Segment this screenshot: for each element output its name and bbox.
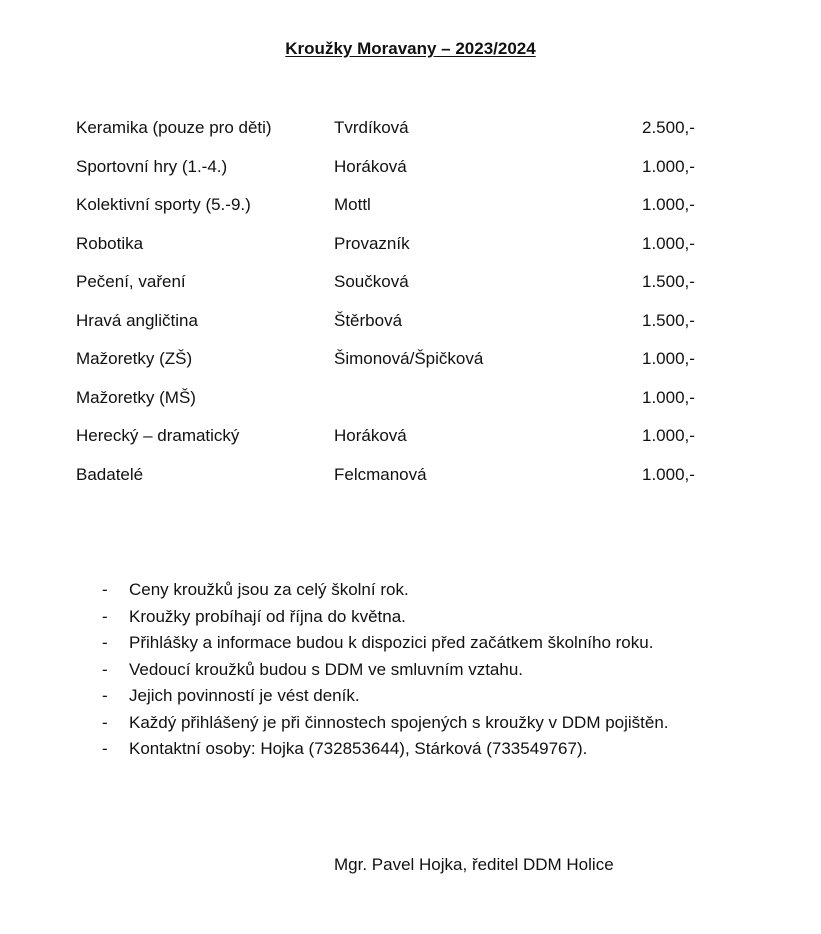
list-item bbox=[102, 604, 669, 631]
dash-bullet-icon: - bbox=[102, 739, 108, 758]
club-price: 1.500,- bbox=[642, 310, 695, 330]
club-name: Kolektivní sporty (5.-9.) bbox=[76, 195, 251, 214]
club-price: 1.000,- bbox=[642, 233, 695, 253]
dash-bullet-icon: - bbox=[102, 686, 108, 705]
club-row bbox=[76, 422, 716, 461]
document-title: Kroužky Moravany – 2023/2024 bbox=[285, 39, 536, 58]
club-row bbox=[76, 461, 716, 500]
club-row bbox=[76, 114, 716, 153]
note-text: Přihlášky a informace budou k dispozici před začátkem školního roku. bbox=[129, 633, 654, 652]
club-leader: Mottl bbox=[334, 195, 371, 214]
club-price: 1.000,- bbox=[642, 195, 695, 214]
club-row bbox=[76, 345, 716, 384]
club-name: Keramika (pouze pro děti) bbox=[76, 118, 272, 137]
club-leader: Horáková bbox=[334, 426, 407, 445]
club-name: Mažoretky (MŠ) bbox=[76, 387, 196, 407]
note-text: Vedoucí kroužků budou s DDM ve smluvním vztahu. bbox=[129, 659, 524, 679]
club-name: Badatelé bbox=[76, 464, 144, 484]
note-text: Kroužky probíhají od října do května. bbox=[129, 606, 406, 626]
club-name: Mažoretky (ZŠ) bbox=[76, 349, 193, 368]
club-row bbox=[76, 307, 716, 346]
club-row bbox=[76, 191, 716, 230]
club-price: 2.500,- bbox=[642, 118, 695, 137]
list-item bbox=[102, 736, 669, 763]
list-item bbox=[102, 577, 669, 604]
club-leader: Šimonová/Špičková bbox=[334, 349, 484, 368]
club-price: 1.000,- bbox=[642, 387, 695, 407]
club-price: 1.500,- bbox=[642, 272, 695, 291]
club-leader: Felcmanová bbox=[334, 464, 427, 484]
club-row bbox=[76, 230, 716, 269]
dash-bullet-icon: - bbox=[102, 633, 108, 652]
club-price: 1.000,- bbox=[642, 156, 695, 176]
club-leader: Horáková bbox=[334, 156, 407, 176]
dash-bullet-icon: - bbox=[102, 659, 108, 679]
club-name: Robotika bbox=[76, 233, 144, 253]
clubs-table bbox=[76, 114, 716, 499]
club-leader: Tvrdíková bbox=[334, 118, 409, 137]
club-name: Sportovní hry (1.-4.) bbox=[76, 156, 228, 176]
note-text: Jejich povinností je vést deník. bbox=[129, 686, 360, 705]
note-text: Kontaktní osoby: Hojka (732853644), Stárková (733549767). bbox=[129, 739, 588, 758]
list-item bbox=[102, 657, 669, 684]
club-price: 1.000,- bbox=[642, 349, 695, 368]
club-leader: Součková bbox=[334, 272, 409, 291]
dash-bullet-icon: - bbox=[102, 580, 108, 599]
club-price: 1.000,- bbox=[642, 426, 695, 445]
club-name: Hravá angličtina bbox=[76, 310, 198, 330]
list-item bbox=[102, 710, 669, 737]
dash-bullet-icon: - bbox=[102, 712, 108, 732]
notes-list bbox=[102, 577, 669, 763]
signature: Mgr. Pavel Hojka, ředitel DDM Holice bbox=[334, 855, 614, 874]
club-price: 1.000,- bbox=[642, 464, 695, 484]
club-row bbox=[76, 268, 716, 307]
club-name: Pečení, vaření bbox=[76, 272, 186, 291]
dash-bullet-icon: - bbox=[102, 606, 108, 626]
note-text: Ceny kroužků jsou za celý školní rok. bbox=[129, 580, 409, 599]
club-row bbox=[76, 153, 716, 192]
club-leader: Štěrbová bbox=[334, 310, 403, 330]
club-name: Herecký – dramatický bbox=[76, 426, 240, 445]
club-row bbox=[76, 384, 716, 423]
club-leader: Provazník bbox=[334, 233, 410, 253]
list-item bbox=[102, 630, 669, 657]
note-text: Každý přihlášený je při činnostech spojených s kroužky v DDM pojištěn. bbox=[129, 712, 669, 732]
list-item bbox=[102, 683, 669, 710]
